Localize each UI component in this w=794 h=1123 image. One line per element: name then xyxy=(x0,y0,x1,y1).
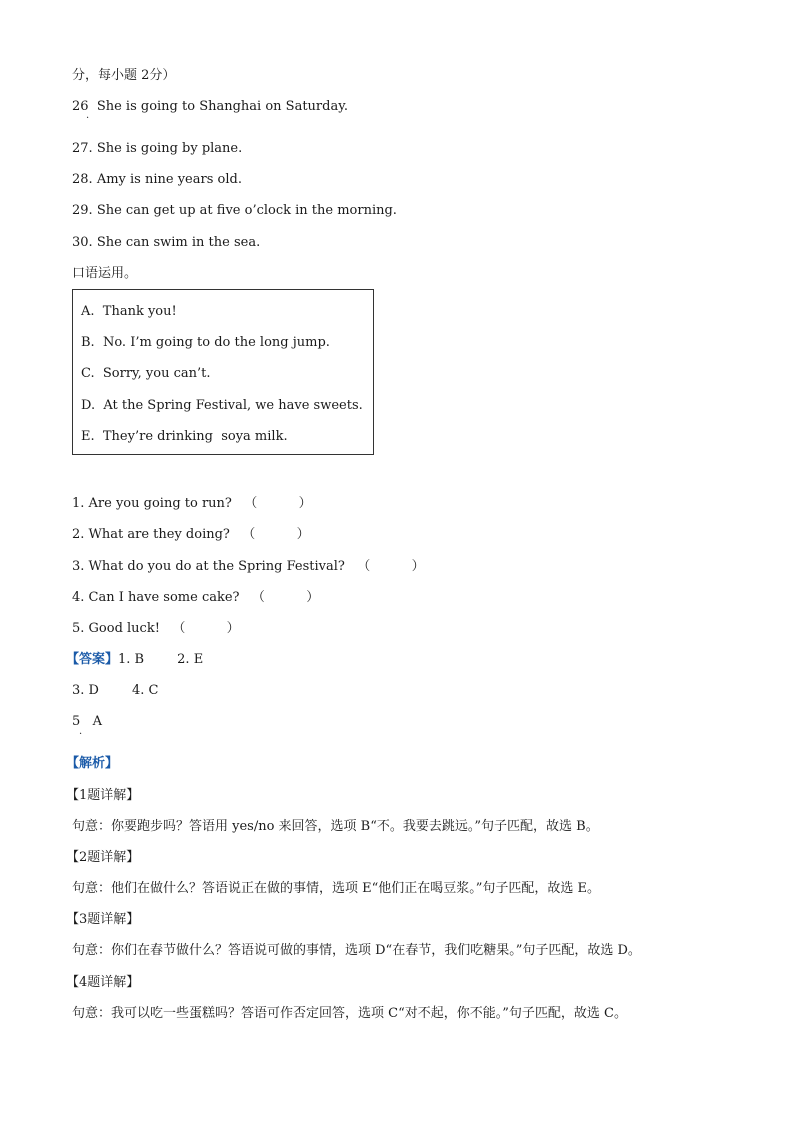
answer-tag: 【答案】 xyxy=(66,652,119,667)
question-4: 4. Can I have some cake? （ ） xyxy=(72,590,320,605)
question-2: 2. What are they doing? （ ） xyxy=(72,527,310,542)
statement-number: 30. xyxy=(72,235,93,250)
decimal-dot: · xyxy=(86,113,90,124)
statement-text: Amy is nine years old. xyxy=(96,172,242,187)
option-c: C. Sorry, you can’t. xyxy=(81,366,211,381)
statement-text: She is going by plane. xyxy=(96,141,243,156)
statement-26 xyxy=(72,99,348,115)
analysis-tag xyxy=(66,756,118,772)
option-e: E. They’re drinking soya milk. xyxy=(81,429,288,444)
detail-1-text: 句意：你要跑步吗？答语用 yes/no 来回答，选项 B“不。我要去跳远。”句子匹配，故选 B。 xyxy=(72,819,599,834)
options-box xyxy=(72,289,374,455)
statement-text: She can swim in the sea. xyxy=(96,235,261,250)
detail-2-text: 句意：他们在做什么？答语说正在做的事情，选项 E“他们正在喝豆浆。”句子匹配，故选 E。 xyxy=(72,881,601,896)
statement-30 xyxy=(72,235,260,251)
statement-27 xyxy=(72,141,242,157)
statement-number: 28. xyxy=(72,172,93,187)
answer-row-2: 3. D 4. C xyxy=(72,683,159,698)
section-title: 口语运用。 xyxy=(72,266,138,281)
question-3: 3. What do you do at the Spring Festival? （ ） xyxy=(72,559,425,574)
statement-text: She is going to Shanghai on Saturday. xyxy=(96,99,348,114)
detail-4-text: 句意：我可以吃一些蛋糕吗？答语可作否定回答，选项 C“对不起，你不能。”句子匹配，故选 C。 xyxy=(72,1006,627,1021)
statement-text: She can get up at five o’clock in the morning. xyxy=(96,203,397,218)
question-5: 5. Good luck! （ ） xyxy=(72,621,240,636)
decimal-dot: · xyxy=(79,729,83,740)
answer-text: 1. B 2. E xyxy=(118,652,204,667)
detail-2-title: 【2题详解】 xyxy=(66,850,140,865)
statement-number: 26 xyxy=(72,99,89,114)
option-d: D. At the Spring Festival, we have sweets. xyxy=(81,398,363,413)
statement-number: 29. xyxy=(72,203,93,218)
analysis-label: 【解析】 xyxy=(66,756,119,771)
option-b: B. No. I’m going to do the long jump. xyxy=(81,335,330,350)
statement-29 xyxy=(72,203,397,219)
answer-row-3: 5 A xyxy=(72,714,103,729)
statement-number: 27. xyxy=(72,141,93,156)
detail-4-title: 【4题详解】 xyxy=(66,975,140,990)
option-a: A. Thank you! xyxy=(81,304,177,319)
question-1: 1. Are you going to run? （ ） xyxy=(72,496,312,511)
detail-3-title: 【3题详解】 xyxy=(66,912,140,927)
statement-28 xyxy=(72,172,242,188)
detail-3-text: 句意：你们在春节做什么？答语说可做的事情，选项 D“在春节，我们吃糖果。”句子匹配，故选 D。 xyxy=(72,943,641,958)
answer-row-1 xyxy=(66,652,203,668)
detail-1-title: 【1题详解】 xyxy=(66,788,140,803)
top-fragment: 分，每小题 2分） xyxy=(72,68,176,83)
